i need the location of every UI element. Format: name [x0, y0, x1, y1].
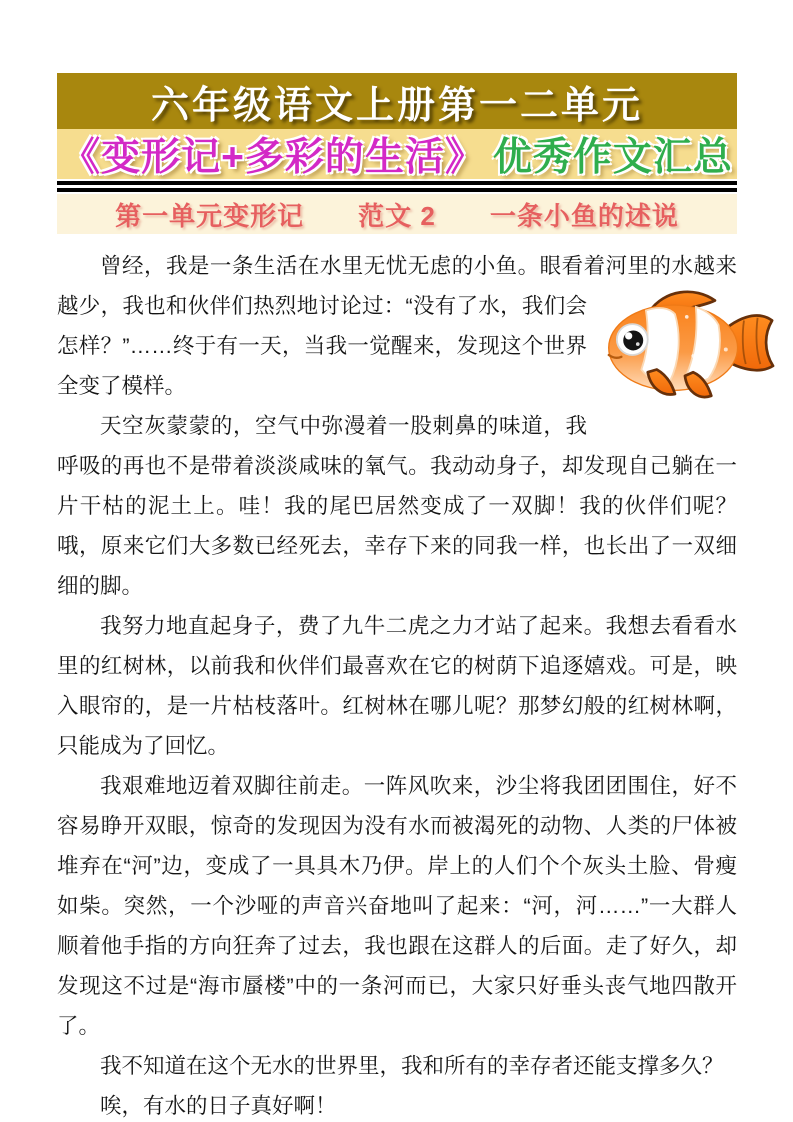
banner-title-line1: 六年级语文上册第一二单元 — [150, 84, 643, 127]
paragraph-3: 我努力地直起身子，费了九牛二虎之力才站了起来。我想去看看水里的红树林，以前我和伙伴们最喜欢在它的树荫下追逐嬉戏。可是，映入眼帘的，是一片枯枝落叶。红树林在哪儿呢？那梦幻般的红树林啊，只能成为了回忆。 — [57, 614, 737, 758]
banner-title-collection-label: 优秀作文汇总 — [492, 136, 733, 179]
paragraph-6: 唉，有水的日子真好啊！ — [100, 1094, 337, 1118]
paragraph-1 — [57, 246, 737, 406]
paragraph-2: 天空灰蒙蒙的，空气中弥漫着一股刺鼻的味道，我呼吸的再也不是带着淡淡咸味的氧气。我动动身子，却发现自己躺在一片干枯的泥土上。哇！我的尾巴居然变成了一双脚！我的伙伴们呢？哦，原来它们大多数已经死去，幸存下来的同我一样，也长出了一双细细的脚。 — [57, 414, 737, 598]
title-banner-yellow — [57, 129, 737, 179]
banner-title-book-names: 《变形记+多彩的生活》 — [61, 136, 485, 179]
clownfish-image — [597, 286, 782, 404]
essay-header-title: 第一单元变形记 范文 2 一条小鱼的述说 — [115, 200, 679, 231]
document-content — [57, 73, 737, 1122]
paragraph-1-part2: 少，我也和伙伴们热烈地讨论过：“没有了水，我们会怎样？”……终于有一天，当我一觉醒来，发现这个世界全变了模样。 — [57, 294, 587, 398]
clownfish-graphic — [597, 286, 782, 404]
essay-header-band — [57, 194, 737, 234]
paragraph-5: 我不知道在这个无水的世界里，我和所有的幸存者还能支撑多久？ — [100, 1054, 724, 1078]
paragraph-1-part1: 曾经，我是一条生活在水里无忧无虑的小鱼。眼看着河里的水越来越 — [57, 254, 737, 318]
essay-body — [57, 234, 737, 1122]
title-banner-gold — [57, 73, 737, 129]
paragraph-4: 我艰难地迈着双脚往前走。一阵风吹来，沙尘将我团团围住，好不容易睁开双眼，惊奇的发现因为没有水而被渴死的动物、人类的尸体被堆弃在“河”边，变成了一具具木乃伊。岸上的人们个个灰头土脸、骨瘦如柴。突然，一个沙哑的声音兴奋地叫了起来：“河，河……”一大群人顺着他手指的方向狂奔了过去，我也跟在这群人的后面。走了好久，却发现这不过是“海市蜃楼”中的一条河而已，大家只好垂头丧气地四散开了。 — [57, 774, 737, 1038]
